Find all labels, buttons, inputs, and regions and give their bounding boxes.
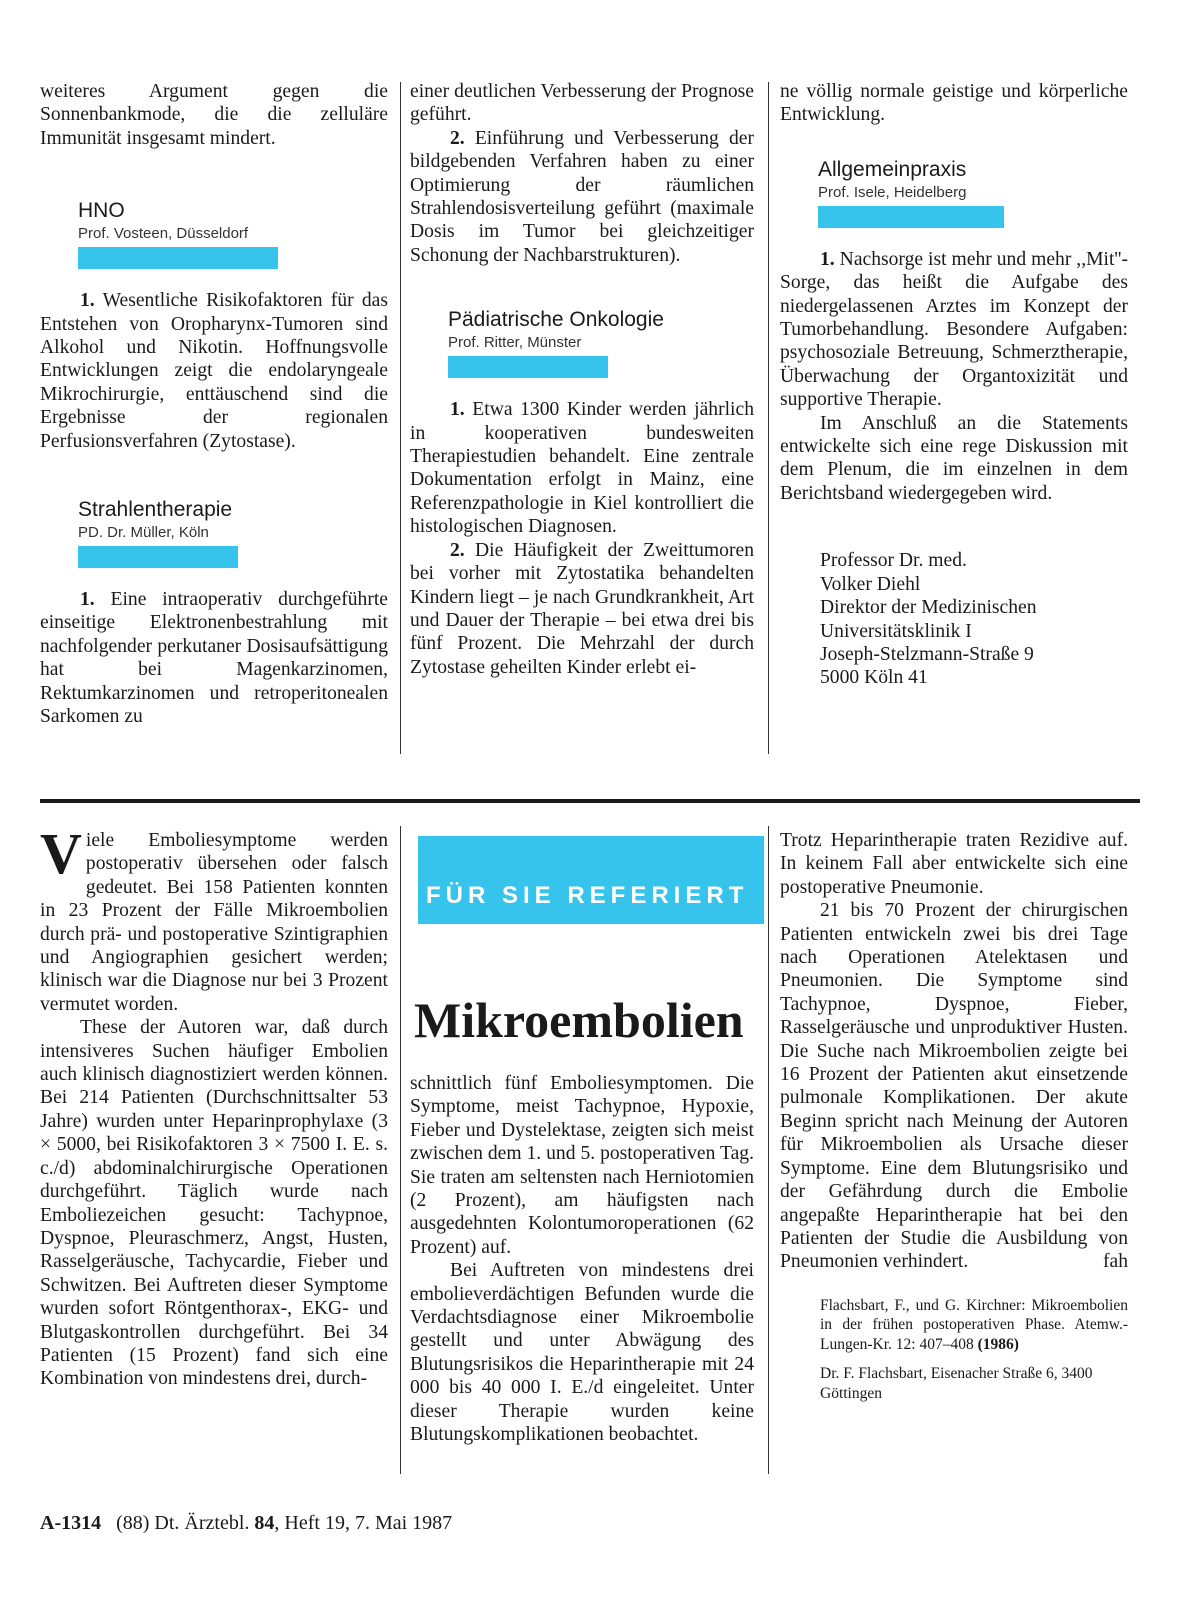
column-divider: [400, 82, 401, 754]
section-allgemeinpraxis: [780, 157, 1128, 228]
column-divider: [768, 826, 769, 1474]
address-line: Joseph-Stelzmann-Straße 9: [820, 643, 1034, 665]
reference-block: [780, 1296, 1128, 1404]
reference-address: Dr. F. Flachsbart, Eisenacher Straße 6, 3400 Göttingen: [820, 1365, 1093, 1402]
top-column-1: [40, 80, 388, 729]
address-line: Professor Dr. med.: [820, 550, 967, 572]
highlight-bar: [448, 356, 608, 378]
paragraph: 1. Nachsorge ist mehr und mehr ,,Mit''-Sorge, das heißt die Aufgabe des niedergelassenen Arztes im Konzept der Tumorbehandlung. Besondere Aufgaben: psychosoziale Betreuung, Schmerztherapie, Überwachung der Organtoxizität und supportive Therapie.: [780, 248, 1128, 411]
paragraph: 2. Die Häufigkeit der Zweittumoren bei vorher mit Zytostatika behandelten Kindern liegt – je nach Grundkrankheit, Art und Dauer der Therapie – bei etwa drei bis fünf Prozent. Die Mehrzahl der durch Zytostase geheilten Kinder erlebt ei-: [410, 539, 754, 678]
author-address: [780, 549, 1128, 689]
section-hno: [40, 198, 388, 269]
banner-label: FÜR SIE REFERIERT: [426, 882, 749, 909]
section-author: Prof. Vosteen, Düsseldorf: [78, 225, 249, 243]
journal-info: (88) Dt. Ärztebl.: [116, 1512, 250, 1534]
highlight-bar: [78, 247, 278, 269]
section-author: Prof. Isele, Heidelberg: [818, 183, 967, 201]
paragraph: These der Autoren war, daß durch intensiveres Suchen häufiger Embolien auch klinisch diagnostiziert werden können. Bei 214 Patienten (Durchschnittsalter 53 Jahre) wurden unter Heparinprophylaxe (3 × 5000, bei Risikofaktoren 3 × 7500 I. E. s. c./d) abdominalchirurgische Operationen durchgeführt. Täglich wurde nach Emboliezeichen gesucht: Tachypnoe, Dyspnoe, Pleuraschmerz, Angst, Husten, Rasselgeräusche, Tachycardie, Fieber und Schwitzen. Bei Auftreten dieser Symptome wurden sofort Röntgenthorax-, EKG- und Blutgaskontrollen durchgeführt. Bei 34 Patienten (15 Prozent) fand sich eine Kombination von mindestens drei, durch-: [40, 1017, 388, 1390]
top-column-3: [780, 80, 1128, 690]
paragraph: 1. Wesentliche Risikofaktoren für das Entstehen von Oropharynx-Tumoren sind Alkohol und Nikotin. Hoffnungsvolle Entwicklungen zeigt die endolaryngeale Mikrochirurgie, enttäuschend sind die Ergebnisse der regionalen Perfusionsverfahren (Zytostase).: [40, 290, 388, 452]
highlight-bar: [818, 206, 1004, 228]
section-heading: Pädiatrische Onkologie: [448, 308, 664, 332]
journal-volume: 84: [254, 1512, 275, 1534]
section-paediatrische-onkologie: [410, 307, 754, 378]
paragraph: 1. Eine intraoperativ durchgeführte einseitige Elektronenbestrahlung mit nachfolgender perkutaner Dosisaufsättigung hat bei Magenkarzinomen, Rektumkarzinomen und retroperitonealen Sarkomen zu: [40, 589, 388, 728]
address-line: 5000 Köln 41: [820, 667, 928, 689]
paragraph: 21 bis 70 Prozent der chirurgischen Patienten entwickeln zwei bis drei Tage nach Operationen Atelektasen und Pneumonien. Die Symptome sind Tachypnoe, Dyspnoe, Fieber, Rasselgeräusche und unproduktiver Husten. Die Suche nach Mikroembolien zeigte bei 16 Prozent der Patienten akut einsetzende pulmonale Komplikationen. Der akute Beginn spricht nach Meinung der Autoren für Mikroembolien als Ursache dieser Symptome. Eine dem Blutungsrisiko und der Gefährdung durch die Embolie angepaßte Heparintherapie hat bei den Patienten der Studie die Ausbildung von Pneumonien verhindert. fah: [780, 900, 1128, 1273]
address-line: Volker Diehl: [820, 573, 921, 595]
section-divider: [40, 799, 1140, 803]
bottom-column-2: [410, 1072, 754, 1447]
highlight-bar: [78, 546, 238, 568]
top-col1-intro: weiteres Argument gegen die Sonnenbankmode, die die zelluläre Immunität insgesamt mindert.: [40, 81, 388, 149]
section-heading: Strahlentherapie: [78, 498, 233, 522]
top-column-2: [410, 80, 754, 679]
paragraph: Trotz Heparintherapie traten Rezidive auf. In keinem Fall aber entwickelte sich eine postoperative Pneumonie.: [780, 830, 1128, 898]
fuer-sie-referiert-banner: [418, 836, 764, 924]
paragraph: Bei Auftreten von mindestens drei embolieverdächtigen Befunden wurde die Verdachtsdiagnose einer Mikroembolie gestellt und unter Abwägung des Blutungsrisikos die Heparintherapie mit 24 000 bis 40 000 I. E./d eingeleitet. Unter dieser Therapie wurden keine Blutungskomplikationen beobachtet.: [410, 1260, 754, 1446]
author-signature: fah: [1102, 1251, 1128, 1273]
section-author: PD. Dr. Müller, Köln: [78, 524, 209, 542]
paragraph: einer deutlichen Verbesserung der Prognose geführt.: [410, 81, 754, 126]
paragraph: ne völlig normale geistige und körperliche Entwicklung.: [780, 81, 1128, 126]
address-line: Direktor der Medizinischen: [820, 597, 1037, 619]
column-divider: [400, 826, 401, 1474]
drop-cap: V: [40, 821, 82, 886]
article-title: Mikroembolien: [414, 992, 744, 1048]
section-author: Prof. Ritter, Münster: [448, 334, 582, 352]
section-strahlentherapie: [40, 497, 388, 568]
reference-citation: Flachsbart, F., und G. Kirchner: Mikroembolien in der frühen postoperativen Phase. Atemw.- Lungen-Kr. 12: 407–408 (1986): [820, 1296, 1128, 1353]
bottom-column-1: [40, 821, 388, 1391]
page-number: A-1314: [40, 1512, 102, 1534]
page-footer: [40, 1512, 452, 1535]
address-line: Universitätsklinik I: [820, 620, 972, 642]
bottom-column-3: [780, 829, 1128, 1403]
section-heading: HNO: [78, 199, 125, 223]
column-divider: [768, 82, 769, 754]
paragraph: schnittlich fünf Emboliesymptomen. Die Symptome, meist Tachypnoe, Hypoxie, Fieber und Dystelektase, zeigten sich meist zwischen dem 1. und 5. postoperativen Tag. Sie traten am seltensten nach Herniotomien (2 Prozent), am häufigsten nach ausgedehnten Kolontumoroperationen (62 Prozent) auf.: [410, 1073, 754, 1258]
issue-date: , Heft 19, 7. Mai 1987: [274, 1512, 453, 1534]
paragraph: 2. Einführung und Verbesserung der bildgebenden Verfahren haben zu einer Optimierung der räumlichen Strahlendosisverteilung geführt (maximale Dosis im Tumor bei gleichzeitiger Schonung der Nachbarstrukturen).: [410, 127, 754, 266]
paragraph: 1. Etwa 1300 Kinder werden jährlich in kooperativen bundesweiten Therapiestudien behandelt. Eine zentrale Dokumentation erfolgt in Mainz, eine Referenzpathologie in Kiel kontrolliert die histologischen Diagnosen.: [410, 399, 754, 538]
paragraph: Viele Emboliesymptome werden postoperativ übersehen oder falsch gedeutet. Bei 158 Patienten konnten in 23 Prozent der Fälle Mikroembolien durch prä- und postoperative Szintigraphien und Angiographien gesichert werden; klinisch war die Diagnose nur bei 3 Prozent vermutet worden.: [40, 821, 388, 1015]
section-heading: Allgemeinpraxis: [818, 157, 967, 181]
paragraph: Im Anschluß an die Statements entwickelte sich eine rege Diskussion mit dem Plenum, die im einzelnen in dem Berichtsband wiedergegeben wird.: [780, 412, 1128, 504]
